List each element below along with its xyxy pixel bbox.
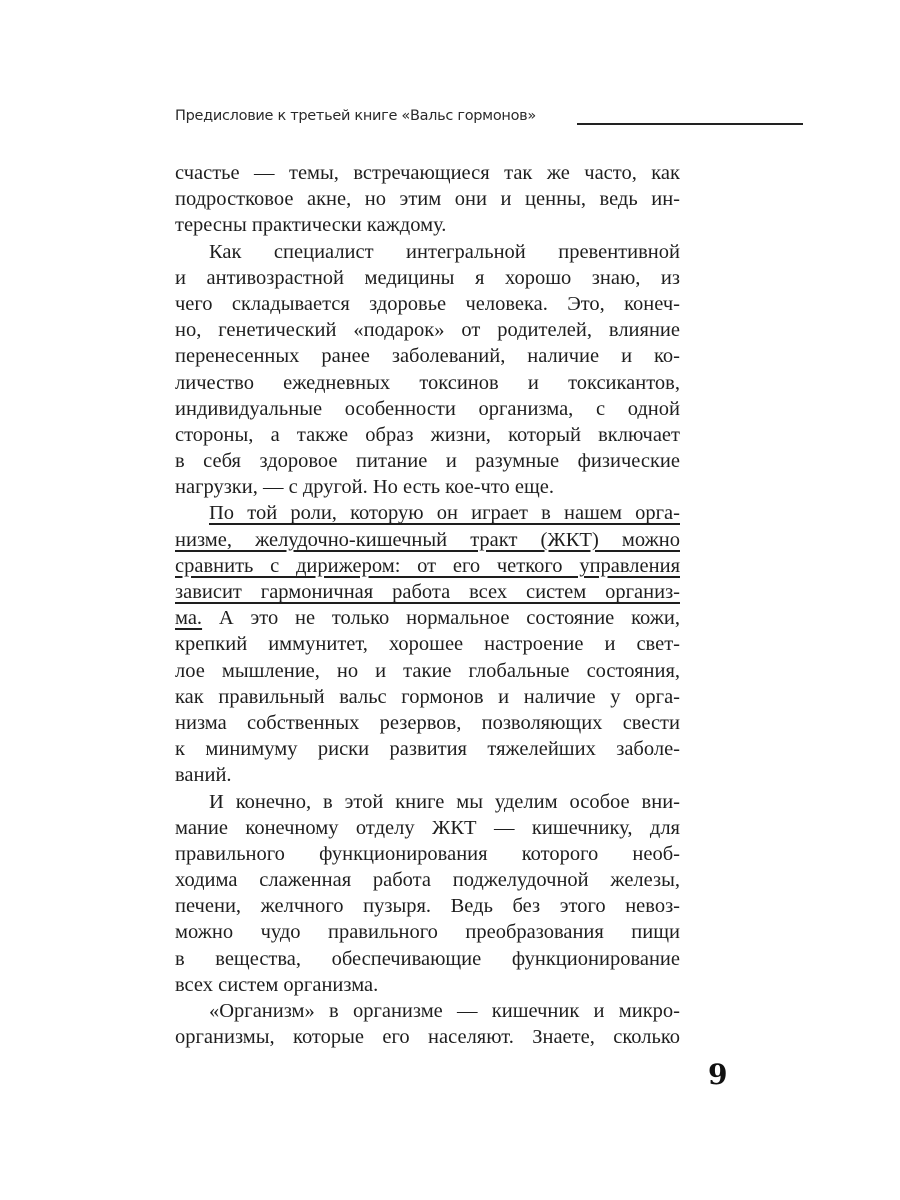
text-line: счастье — темы, встречающиеся так же часто, как — [175, 162, 680, 184]
body-text — [175, 160, 680, 1050]
text-line: печени, желчного пузыря. Ведь без этого невоз- — [175, 895, 680, 918]
text-line: низма собственных резервов, позволяющих свести — [175, 711, 680, 734]
underlined-text: зависит гармоничная работа всех систем организ- — [175, 581, 680, 603]
text-line: организмы, которые его населяют. Знаете, сколько — [175, 1026, 680, 1049]
text-line: правильного функционирования которого необ- — [175, 842, 680, 865]
text-line — [175, 605, 680, 631]
text-line — [175, 527, 680, 553]
text-line: к минимуму риски развития тяжелейших заболе- — [175, 738, 680, 761]
text-line: перенесенных ранее заболеваний, наличие и ко- — [175, 345, 680, 368]
text-line: индивидуальные особенности организма, с одной — [175, 397, 680, 420]
underlined-text: По той роли, которую он играет в нашем орга- — [209, 502, 680, 525]
text-line: личество ежедневных токсинов и токсикантов, — [175, 371, 680, 394]
text-line: Как специалист интегральной превентивной — [209, 240, 680, 263]
text-line: в вещества, обеспечивающие функционирование — [175, 947, 680, 970]
text-line: как правильный вальс гормонов и наличие у орга- — [175, 685, 680, 708]
text-line: стороны, а также образ жизни, который включает — [175, 423, 680, 446]
text-line: тересны практически каждому. — [175, 214, 447, 237]
text-line: И конечно, в этой книге мы уделим особое вни- — [209, 790, 680, 813]
page-number: 9 — [708, 1058, 728, 1091]
text-line: ходима слаженная работа поджелудочной железы, — [175, 869, 680, 892]
underlined-text: низме, желудочно-кишечный тракт (ЖКТ) можно — [175, 528, 680, 551]
text-line — [175, 579, 680, 605]
text-line: можно чудо правильного преобразования пищи — [175, 921, 680, 944]
underlined-text: ма. — [175, 607, 203, 630]
text-line: крепкий иммунитет, хорошее настроение и свет- — [175, 633, 680, 656]
text-line: лое мышление, но и такие глобальные состояния, — [175, 659, 680, 682]
text-segment: А это не только нормальное состояние кожи, — [202, 607, 680, 630]
header-rule — [577, 123, 803, 125]
text-line: но, генетический «подарок» от родителей, влияние — [175, 319, 680, 342]
text-line: подростковое акне, но этим они и ценны, ведь ин- — [175, 188, 680, 211]
running-head: Предисловие к третьей книге «Вальс гормонов» — [175, 108, 536, 124]
text-line: ваний. — [175, 764, 232, 787]
text-line: чего складывается здоровье человека. Это, конеч- — [175, 292, 680, 315]
text-line — [175, 500, 680, 526]
text-line: мание конечному отделу ЖКТ — кишечнику, для — [175, 816, 680, 839]
text-line: «Организм» в организме — кишечник и микро- — [209, 1000, 680, 1022]
text-line: нагрузки, — с другой. Но есть кое-что еще. — [175, 476, 555, 499]
underlined-text: сравнить с дирижером: от его четкого управления — [175, 554, 680, 577]
text-line — [175, 553, 680, 579]
text-line: в себя здоровое питание и разумные физические — [175, 450, 680, 473]
text-line: всех систем организма. — [175, 973, 379, 996]
text-line: и антивозрастной медицины я хорошо знаю, из — [175, 266, 680, 289]
